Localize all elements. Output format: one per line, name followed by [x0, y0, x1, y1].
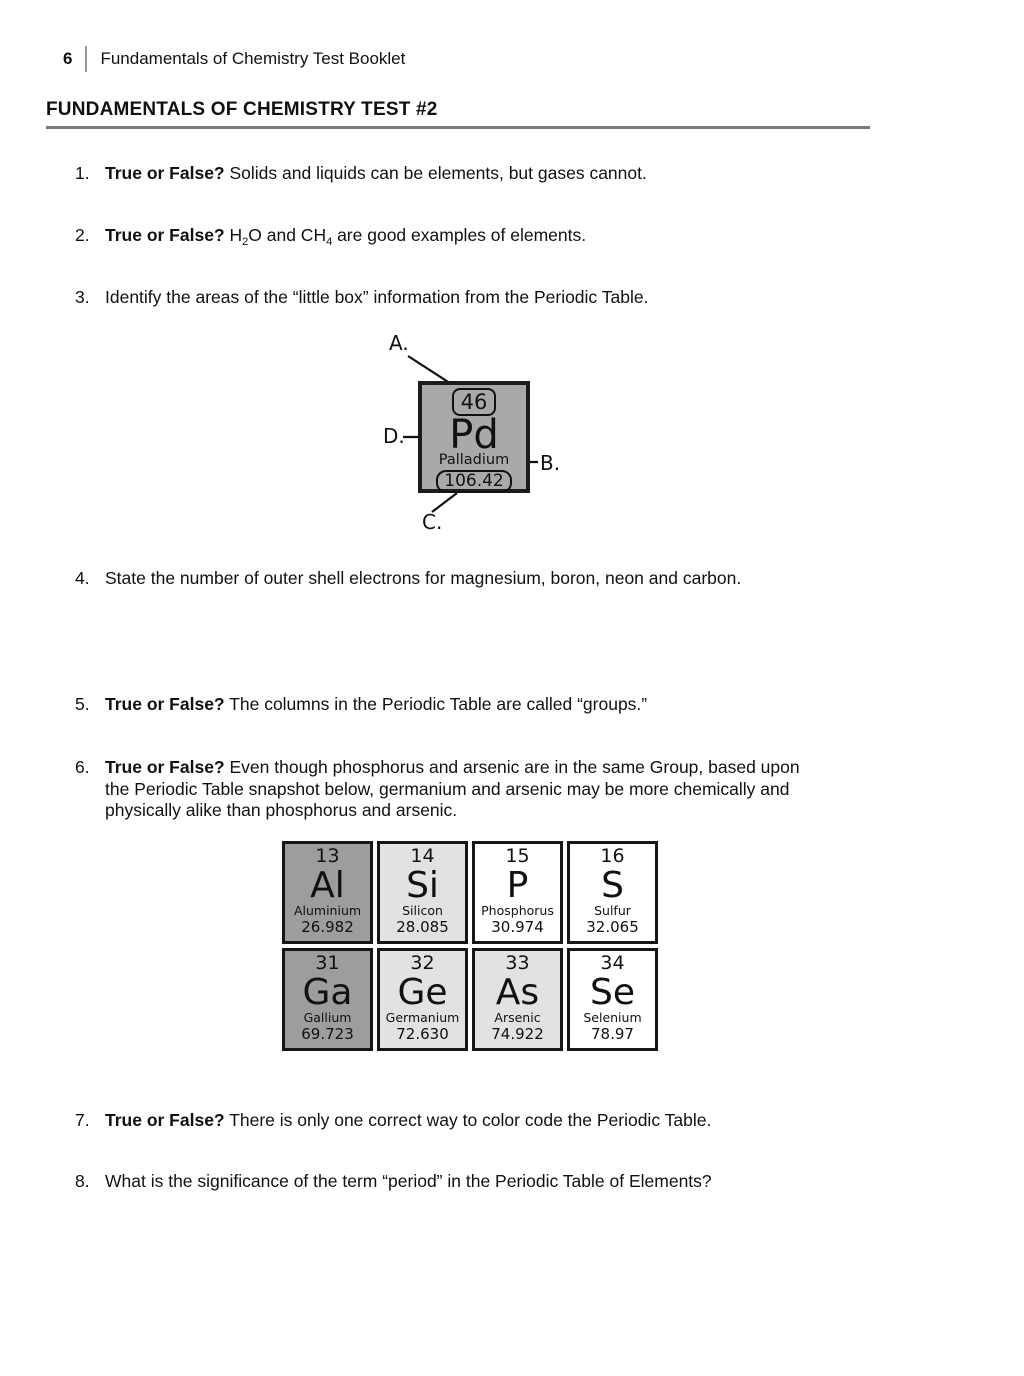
pd-atomic-mass: 106.42	[444, 471, 504, 491]
diagram-label-c: C.	[422, 510, 443, 534]
as-name: Arsenic	[494, 1010, 541, 1025]
formula-ch4-part: O and CH	[248, 225, 327, 245]
question-6-number: 6.	[75, 757, 90, 777]
question-4-number: 4.	[75, 568, 90, 588]
element-cell-s	[567, 841, 658, 944]
question-3-number: 3.	[75, 287, 90, 307]
question-7-text	[105, 1110, 905, 1132]
question-8	[75, 1171, 905, 1193]
question-4	[75, 568, 905, 590]
formula-ch4-subscript: 4	[326, 236, 333, 248]
question-1-body: Solids and liquids can be elements, but gases cannot.	[229, 163, 647, 183]
ge-atomic-mass: 72.630	[396, 1025, 449, 1043]
se-atomic-mass: 78.97	[591, 1025, 634, 1043]
diagram-label-b: B.	[540, 451, 561, 475]
header-divider	[85, 46, 87, 72]
question-2-number: 2.	[75, 225, 90, 245]
question-1-number: 1.	[75, 163, 90, 183]
pd-element-name: Palladium	[438, 452, 510, 468]
title-rule	[46, 126, 870, 129]
formula-h2o-h: H	[229, 225, 243, 245]
question-6-text	[105, 757, 905, 822]
diagram-label-a: A.	[389, 331, 409, 355]
question-7-number: 7.	[75, 1110, 90, 1130]
question-8-body: What is the significance of the term “period” in the Periodic Table of Elements?	[105, 1171, 712, 1191]
question-2	[75, 225, 905, 250]
question-2-text	[105, 225, 905, 250]
p-symbol: P	[506, 865, 529, 906]
question-2-bold-lead: True or False?	[105, 225, 225, 245]
diagram-label-d: D.	[383, 424, 405, 448]
se-atomic-number: 34	[600, 952, 625, 974]
booklet-title: Fundamentals of Chemistry Test Booklet	[100, 49, 406, 68]
element-cell-ga	[282, 948, 373, 1051]
si-name: Silicon	[402, 903, 443, 918]
se-symbol: Se	[590, 972, 635, 1013]
s-symbol: S	[601, 865, 624, 906]
question-5-bold-lead: True or False?	[105, 694, 225, 714]
page-header	[63, 46, 405, 72]
pd-element-box	[418, 381, 530, 493]
question-6-line-2: the Periodic Table snapshot below, germanium and arsenic may be more chemically and	[105, 778, 790, 799]
s-atomic-number: 16	[600, 845, 625, 867]
al-symbol: Al	[310, 865, 345, 906]
element-cell-p	[472, 841, 563, 944]
ga-name: Gallium	[303, 1010, 352, 1025]
element-cell-si	[377, 841, 468, 944]
question-1-text	[105, 163, 905, 185]
si-atomic-mass: 28.085	[396, 918, 449, 936]
page-number: 6	[63, 49, 73, 68]
question-1-bold-lead: True or False?	[105, 163, 225, 183]
al-name: Aluminium	[293, 903, 362, 918]
as-atomic-number: 33	[505, 952, 530, 974]
element-cell-as	[472, 948, 563, 1051]
question-2-body: are good examples of elements.	[337, 225, 587, 245]
question-6-line-1: Even though phosphorus and arsenic are in the same Group, based upon	[229, 757, 800, 777]
question-4-body: State the number of outer shell electrons for magnesium, boron, neon and carbon.	[105, 568, 742, 588]
pd-atomic-number: 46	[460, 390, 488, 414]
ga-atomic-mass: 69.723	[301, 1025, 354, 1043]
ga-symbol: Ga	[302, 972, 353, 1013]
question-1	[75, 163, 905, 185]
p-atomic-number: 15	[505, 845, 530, 867]
ge-atomic-number: 32	[410, 952, 435, 974]
question-5-text	[105, 694, 905, 716]
question-3	[75, 287, 905, 309]
element-cell-se	[567, 948, 658, 1051]
s-atomic-mass: 32.065	[586, 918, 639, 936]
p-atomic-mass: 30.974	[491, 918, 544, 936]
si-symbol: Si	[406, 865, 439, 906]
periodic-table-snapshot	[282, 841, 658, 1051]
question-7-body: There is only one correct way to color code the Periodic Table.	[229, 1110, 712, 1130]
atomic-mass-box	[436, 470, 511, 493]
pd-element-symbol: Pd	[449, 412, 499, 458]
al-atomic-number: 13	[315, 845, 340, 867]
as-symbol: As	[495, 972, 540, 1013]
question-5-number: 5.	[75, 694, 90, 714]
si-atomic-number: 14	[410, 845, 435, 867]
ge-symbol: Ge	[397, 972, 448, 1013]
question-3-body: Identify the areas of the “little box” information from the Periodic Table.	[105, 287, 649, 307]
pd-element-diagram	[380, 328, 570, 540]
question-5	[75, 694, 905, 716]
question-6-bold-lead: True or False?	[105, 757, 225, 777]
question-8-number: 8.	[75, 1171, 90, 1191]
section-title: FUNDAMENTALS OF CHEMISTRY TEST #2	[46, 99, 438, 120]
element-cell-ge	[377, 948, 468, 1051]
question-7-bold-lead: True or False?	[105, 1110, 225, 1130]
al-atomic-mass: 26.982	[301, 918, 354, 936]
element-cell-al	[282, 841, 373, 944]
question-5-body: The columns in the Periodic Table are called “groups.”	[229, 694, 648, 714]
s-name: Sulfur	[594, 903, 631, 918]
ga-atomic-number: 31	[315, 952, 340, 974]
se-name: Selenium	[583, 1010, 642, 1025]
ge-name: Germanium	[385, 1010, 460, 1025]
as-atomic-mass: 74.922	[491, 1025, 544, 1043]
formula-h2o-subscript: 2	[242, 236, 249, 248]
question-6-line-3: physically alike than phosphorus and arsenic.	[105, 800, 458, 820]
question-7	[75, 1110, 905, 1132]
p-name: Phosphorus	[481, 903, 554, 918]
question-6	[75, 757, 905, 822]
